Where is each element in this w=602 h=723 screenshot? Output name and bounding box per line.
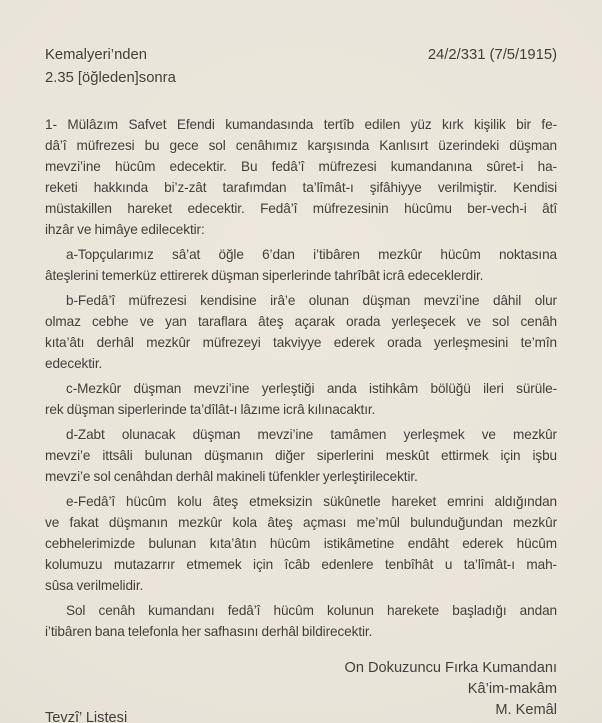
- body-line: ve fakat düşmanın mezkûr kola âteş açması me’mûl bulunduğundan mezkûr: [45, 515, 557, 530]
- body-paragraph: [45, 600, 557, 642]
- body-line: c-Mezkûr düşman mevzi’ine yerleştiği anda istihkâm bölüğü ileri sürüle-: [66, 381, 557, 396]
- body-paragraph: [45, 244, 557, 286]
- body-line: mevzi’e ittsâli bulunan düşmanın diğer siperlerini meskût ettirmek için işbu: [45, 448, 557, 463]
- body-paragraph: [45, 114, 557, 240]
- body-paragraph: [45, 424, 557, 487]
- header-time: 2.35 [öğleden]sonra: [45, 70, 176, 86]
- distribution-list-label: Tevzî’ Listesi: [45, 710, 128, 723]
- body-paragraph: [45, 290, 557, 374]
- body-line: rek düşman siperlerinde ta’dîlât-ı lâzıme icrâ kılınacaktır.: [45, 402, 376, 417]
- body-line: reketi hakkında bi’z-zât tarafımdan ta’lîmât-ı şifâhiyye verilmiştir. Kendisi: [45, 180, 557, 195]
- body-line: 1- Mülâzım Safvet Efendi kumandasında tertîb edilen yüz kırk kişilik bir fe-: [45, 117, 557, 132]
- header-row: [45, 44, 557, 67]
- body-line: kolumuzu mutazarrır etmemek için îcâb edenlere tenbîhât u ta’lîmât-ı mah-: [45, 557, 557, 572]
- body-paragraph: [45, 378, 557, 420]
- body-line: a-Topçularımız sâ’at öğle 6’dan i’tibâren mezkûr hücûm noktasına: [66, 247, 557, 262]
- body-line: olmaz cebhe ve yan taraflara âteş açarak orada yerleşecek ve sol cenâh: [45, 314, 557, 329]
- body-paragraph: [45, 491, 557, 596]
- signature-rank: Kâ’im-makâm: [467, 681, 557, 697]
- body-line: e-Fedâ’î hücûm kolu âteş etmeksizin sükûnetle hareket emrini aldığından: [66, 494, 557, 509]
- body-line: Sol cenâh kumandanı fedâ’î hücûm kolunun harekete başladığı andan: [66, 603, 557, 618]
- body-line: cebhelerimizde bulunan kıta’âtın hücûm istikâmetine endâht ederek hücûm: [45, 536, 557, 551]
- body-line: dâ’î müfrezesi bu gece sol cenâhımız karşısında Kanlısırt üzerindeki düşman: [45, 138, 557, 153]
- body-line: i’tibâren bana telefonla her safhasını derhâl bildirecektir.: [45, 624, 373, 639]
- body-line: d-Zabt olunacak düşman mevzi’ine tamâmen yerleşmek ve mezkûr: [66, 427, 557, 442]
- body-line: müstakillen hareket edecektir. Fedâ’î müfrezesinin hücûmu ber-vech-i âtî: [45, 201, 557, 216]
- body-line: mevzi’ine hücûm edecektir. Bu fedâ’î müfrezesi kumandanına sûret-i ha-: [45, 159, 557, 174]
- body-line: edecektir.: [45, 356, 103, 371]
- header-location: Kemalyeri’nden: [45, 47, 147, 63]
- body-line: kıta’âtı derhâl mezkûr müfrezeyi takviyye ederek orada yerleşmesini te’mîn: [45, 335, 557, 350]
- signature-name: M. Kemâl: [495, 702, 557, 718]
- signature-title: On Dokuzuncu Fırka Kumandanı: [344, 660, 557, 676]
- header-date: 24/2/331 (7/5/1915): [427, 47, 557, 63]
- body-line: mevzi’e sol cenâhdan derhâl makineli tüfenkler yerleştirilecektir.: [45, 469, 418, 484]
- body-line: b-Fedâ’î müfrezesi kendisine irâ’e olunan düşman mevzi’ine dâhil olur: [66, 293, 557, 308]
- body-line: sûsa verilmelidir.: [45, 578, 144, 593]
- body-line: âteşlerini temerküz ettirerek düşman siperlerinde tahrîbât icrâ edeceklerdir.: [45, 268, 484, 283]
- body-line: ihzâr ve himâye edilecektir:: [45, 222, 205, 237]
- document-header: [45, 0, 557, 90]
- document-body: [45, 114, 557, 642]
